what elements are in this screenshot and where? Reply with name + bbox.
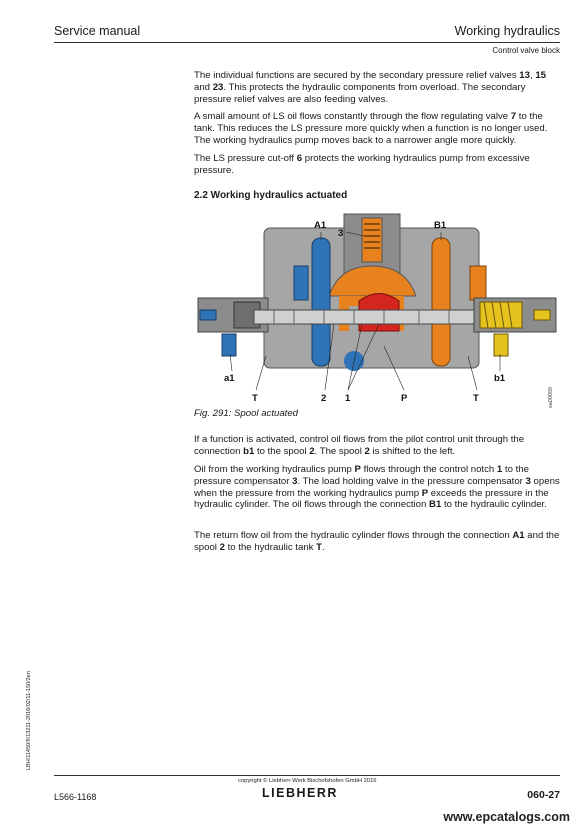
body-paragraph-2: Oil from the working hydraulics pump P flows through the control notch 1 to the pressure compensator 3. The load holding valve in the pressure compensator 3 opens when the pressure from the working hydraulics pump P exceeds the pressure in the hydraulic cylinder. The oil flows through the connection B1 to the hydraulic cylinder.: [194, 464, 560, 511]
footer-rule: [54, 775, 560, 776]
label-A1: A1: [314, 220, 327, 231]
footer-copyright: copyright © Liebherr-Werk Bischofshofen GmbH 2016: [238, 778, 377, 784]
watermark-link[interactable]: www.epcatalogs.com: [443, 810, 570, 824]
intro-paragraph-3: The LS pressure cut-off 6 protects the working hydraulics pump from excessive pressure.: [194, 153, 530, 176]
footer-model: L566-1168: [54, 792, 97, 802]
label-a1: a1: [224, 373, 235, 384]
label-P: P: [401, 393, 408, 404]
brand-logo: LIEBHERR: [262, 786, 338, 800]
label-3: 3: [338, 228, 344, 239]
header-title: Service manual: [54, 24, 141, 38]
label-b1: b1: [494, 373, 506, 384]
label-T-right: T: [473, 393, 479, 404]
valve-diagram: [194, 206, 564, 411]
body-paragraph-1: If a function is activated, control oil flows from the pilot control unit through the connection b1 to the spool 2. The spool 2 is shifted to the left.: [194, 434, 525, 457]
label-B1: B1: [434, 220, 447, 231]
intro-paragraph-1: The individual functions are secured by the secondary pressure relief valves 13, 15 and 23. This protects the hydraulic components from overload. The secondary pressure relief valves are also feeding valves.: [194, 70, 546, 105]
section-heading: 2.2 Working hydraulics actuated: [194, 190, 348, 201]
label-2: 2: [321, 393, 327, 404]
body-paragraph-3: The return flow oil from the hydraulic cylinder flows through the connection A1 and the spool 2 to the hydraulic tank T.: [194, 530, 560, 553]
header-section: Working hydraulics: [454, 24, 560, 38]
document-side-code: LBH/11450/9/13211-2016/02/11-150/2en: [26, 671, 32, 770]
label-T-left: T: [252, 393, 258, 404]
page-number: 060-27: [527, 789, 560, 801]
diagram-code: sa00059: [548, 386, 554, 408]
intro-paragraph-2: A small amount of LS oil flows constantly through the flow regulating valve 7 to the tank. This reduces the LS pressure more quickly when a function is no longer used. The working hydraulics pump moves back to a narrower angle more quickly.: [194, 111, 548, 146]
header-subsection: Control valve block: [492, 46, 560, 55]
figure-caption: Fig. 291: Spool actuated: [194, 408, 299, 419]
label-1: 1: [345, 393, 351, 404]
header-rule: [54, 42, 560, 43]
